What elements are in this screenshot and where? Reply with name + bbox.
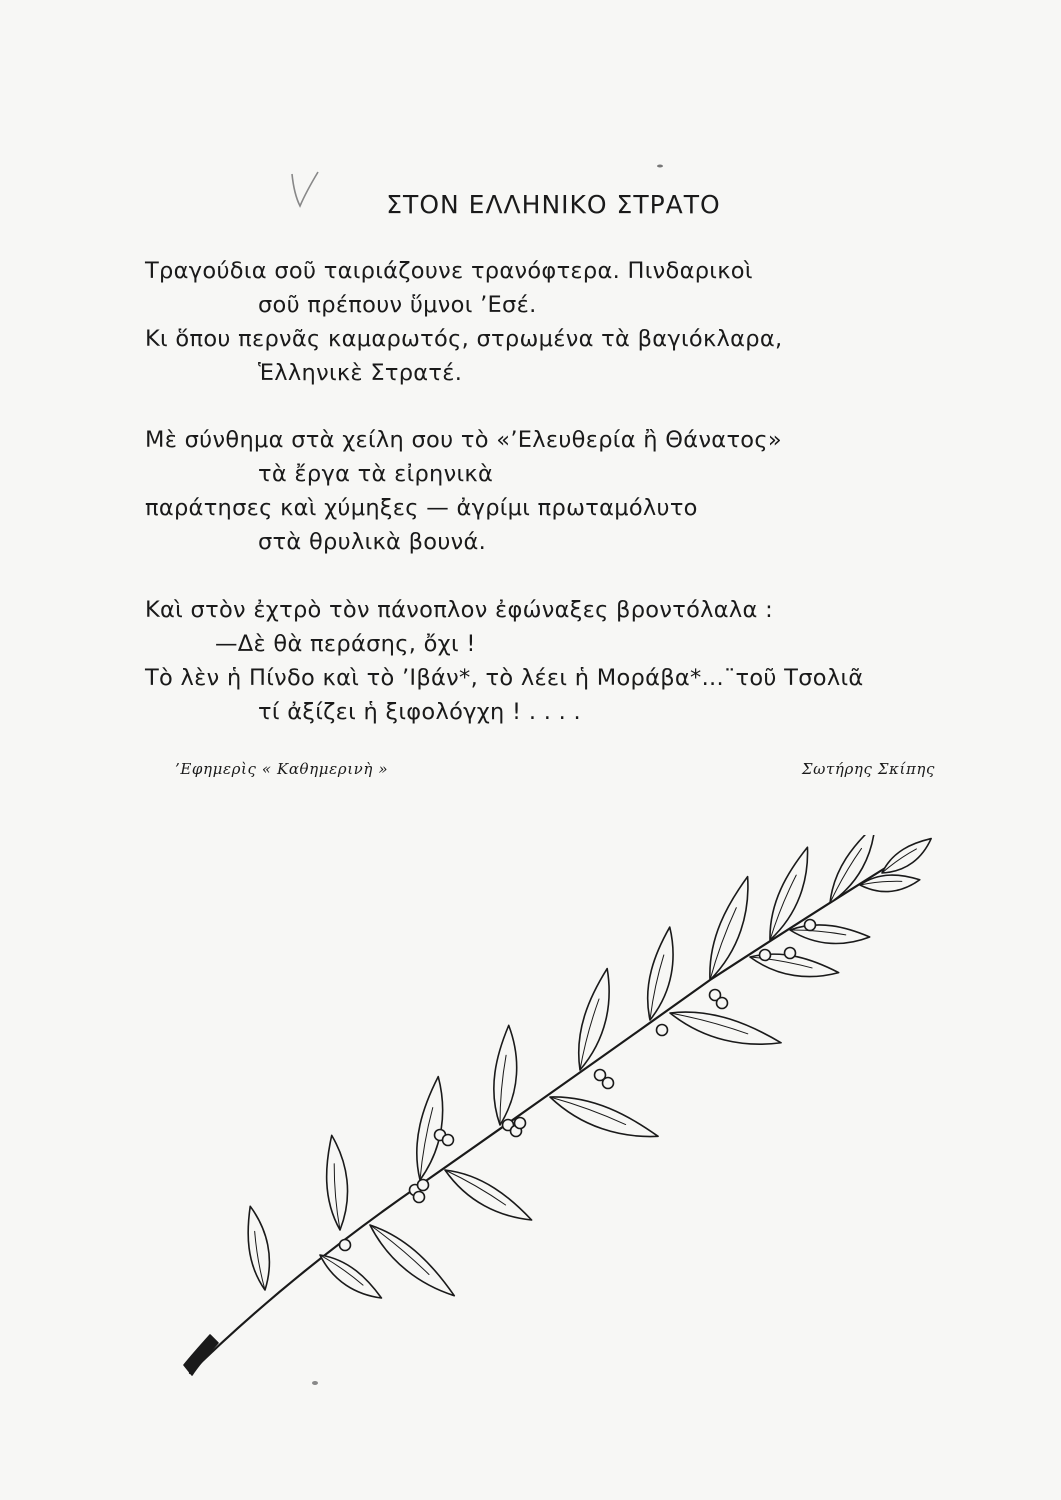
olive-leaf <box>320 1255 381 1298</box>
olive-berry <box>805 920 816 931</box>
poem-line: σοῦ πρέπουν ὕμνοι ’Εσέ. <box>258 292 537 318</box>
olive-leaf <box>670 1012 781 1044</box>
print-speck <box>655 163 665 169</box>
poem-line: τί ἀξίζει ἡ ξιφολόγχη ! . . . . <box>258 699 581 725</box>
poem-line: Μὲ σύνθημα στὰ χείλη σου τὸ «’Ελευθερία ἢ Θάνατος» <box>145 427 782 453</box>
olive-leaf <box>494 1025 517 1125</box>
olive-berry <box>657 1025 668 1036</box>
olive-leaf <box>248 1206 269 1290</box>
poem-line: στὰ θρυλικὰ βουνά. <box>258 529 487 555</box>
olive-leaf <box>370 1225 454 1296</box>
poem-line: Τραγούδια σοῦ ταιριάζουνε τρανόφτερα. Πινδαρικοὶ <box>145 258 753 284</box>
poem-line: Ἑλληνικὲ Στρατέ. <box>258 360 463 386</box>
branch-cut-end <box>184 1335 218 1375</box>
olive-berry <box>340 1240 351 1251</box>
olive-leaf <box>550 1097 658 1137</box>
olive-berry <box>515 1118 526 1129</box>
olive-leaf <box>327 1135 348 1230</box>
olive-leaf <box>882 839 931 873</box>
author-name: Σωτήρης Σκίπης <box>801 760 935 778</box>
poem-line: Τὸ λὲν ἡ Πίνδο καὶ τὸ ’Ιβάν*, τὸ λέει ἡ Μοράβα*...¨τοῦ Τσολιᾶ <box>145 665 864 691</box>
source-newspaper: ’Εφημερὶς « Καθημερινὴ » <box>175 760 389 778</box>
poem-title: ΣΤΟΝ ΕΛΛΗΝΙΚΟ ΣΤΡΑΤΟ <box>386 190 721 219</box>
poem-line: —Δὲ θὰ περάσης, ὄχι ! <box>215 631 476 657</box>
olive-berry <box>760 950 771 961</box>
print-speck <box>310 1380 320 1386</box>
poem-line: Καὶ στὸν ἐχτρὸ τὸν πάνοπλον ἐφώναξες βροντόλαλα : <box>145 597 773 623</box>
olive-berry <box>717 998 728 1009</box>
branch-stem <box>190 865 890 1373</box>
olive-berry <box>603 1078 614 1089</box>
olive-leaf <box>830 835 875 903</box>
olive-leaf <box>417 1077 443 1180</box>
poem-line: παράτησες καὶ χύμηξες — ἀγρίμι πρωταμόλυτο <box>145 495 698 521</box>
olive-branch-illustration <box>170 835 950 1395</box>
olive-berry <box>418 1180 429 1191</box>
olive-leaf <box>790 925 870 944</box>
olive-berry <box>443 1135 454 1146</box>
poem-line: τὰ ἔργα τὰ εἰρηνικὰ <box>258 461 494 487</box>
olive-berry <box>785 948 796 959</box>
olive-leaf <box>445 1170 532 1220</box>
poem-line: Κι ὅπου περνᾶς καμαρωτός, στρωμένα τὰ βαγιόκλαρα, <box>145 326 783 352</box>
olive-berry <box>414 1192 425 1203</box>
olive-leaf <box>710 877 748 980</box>
